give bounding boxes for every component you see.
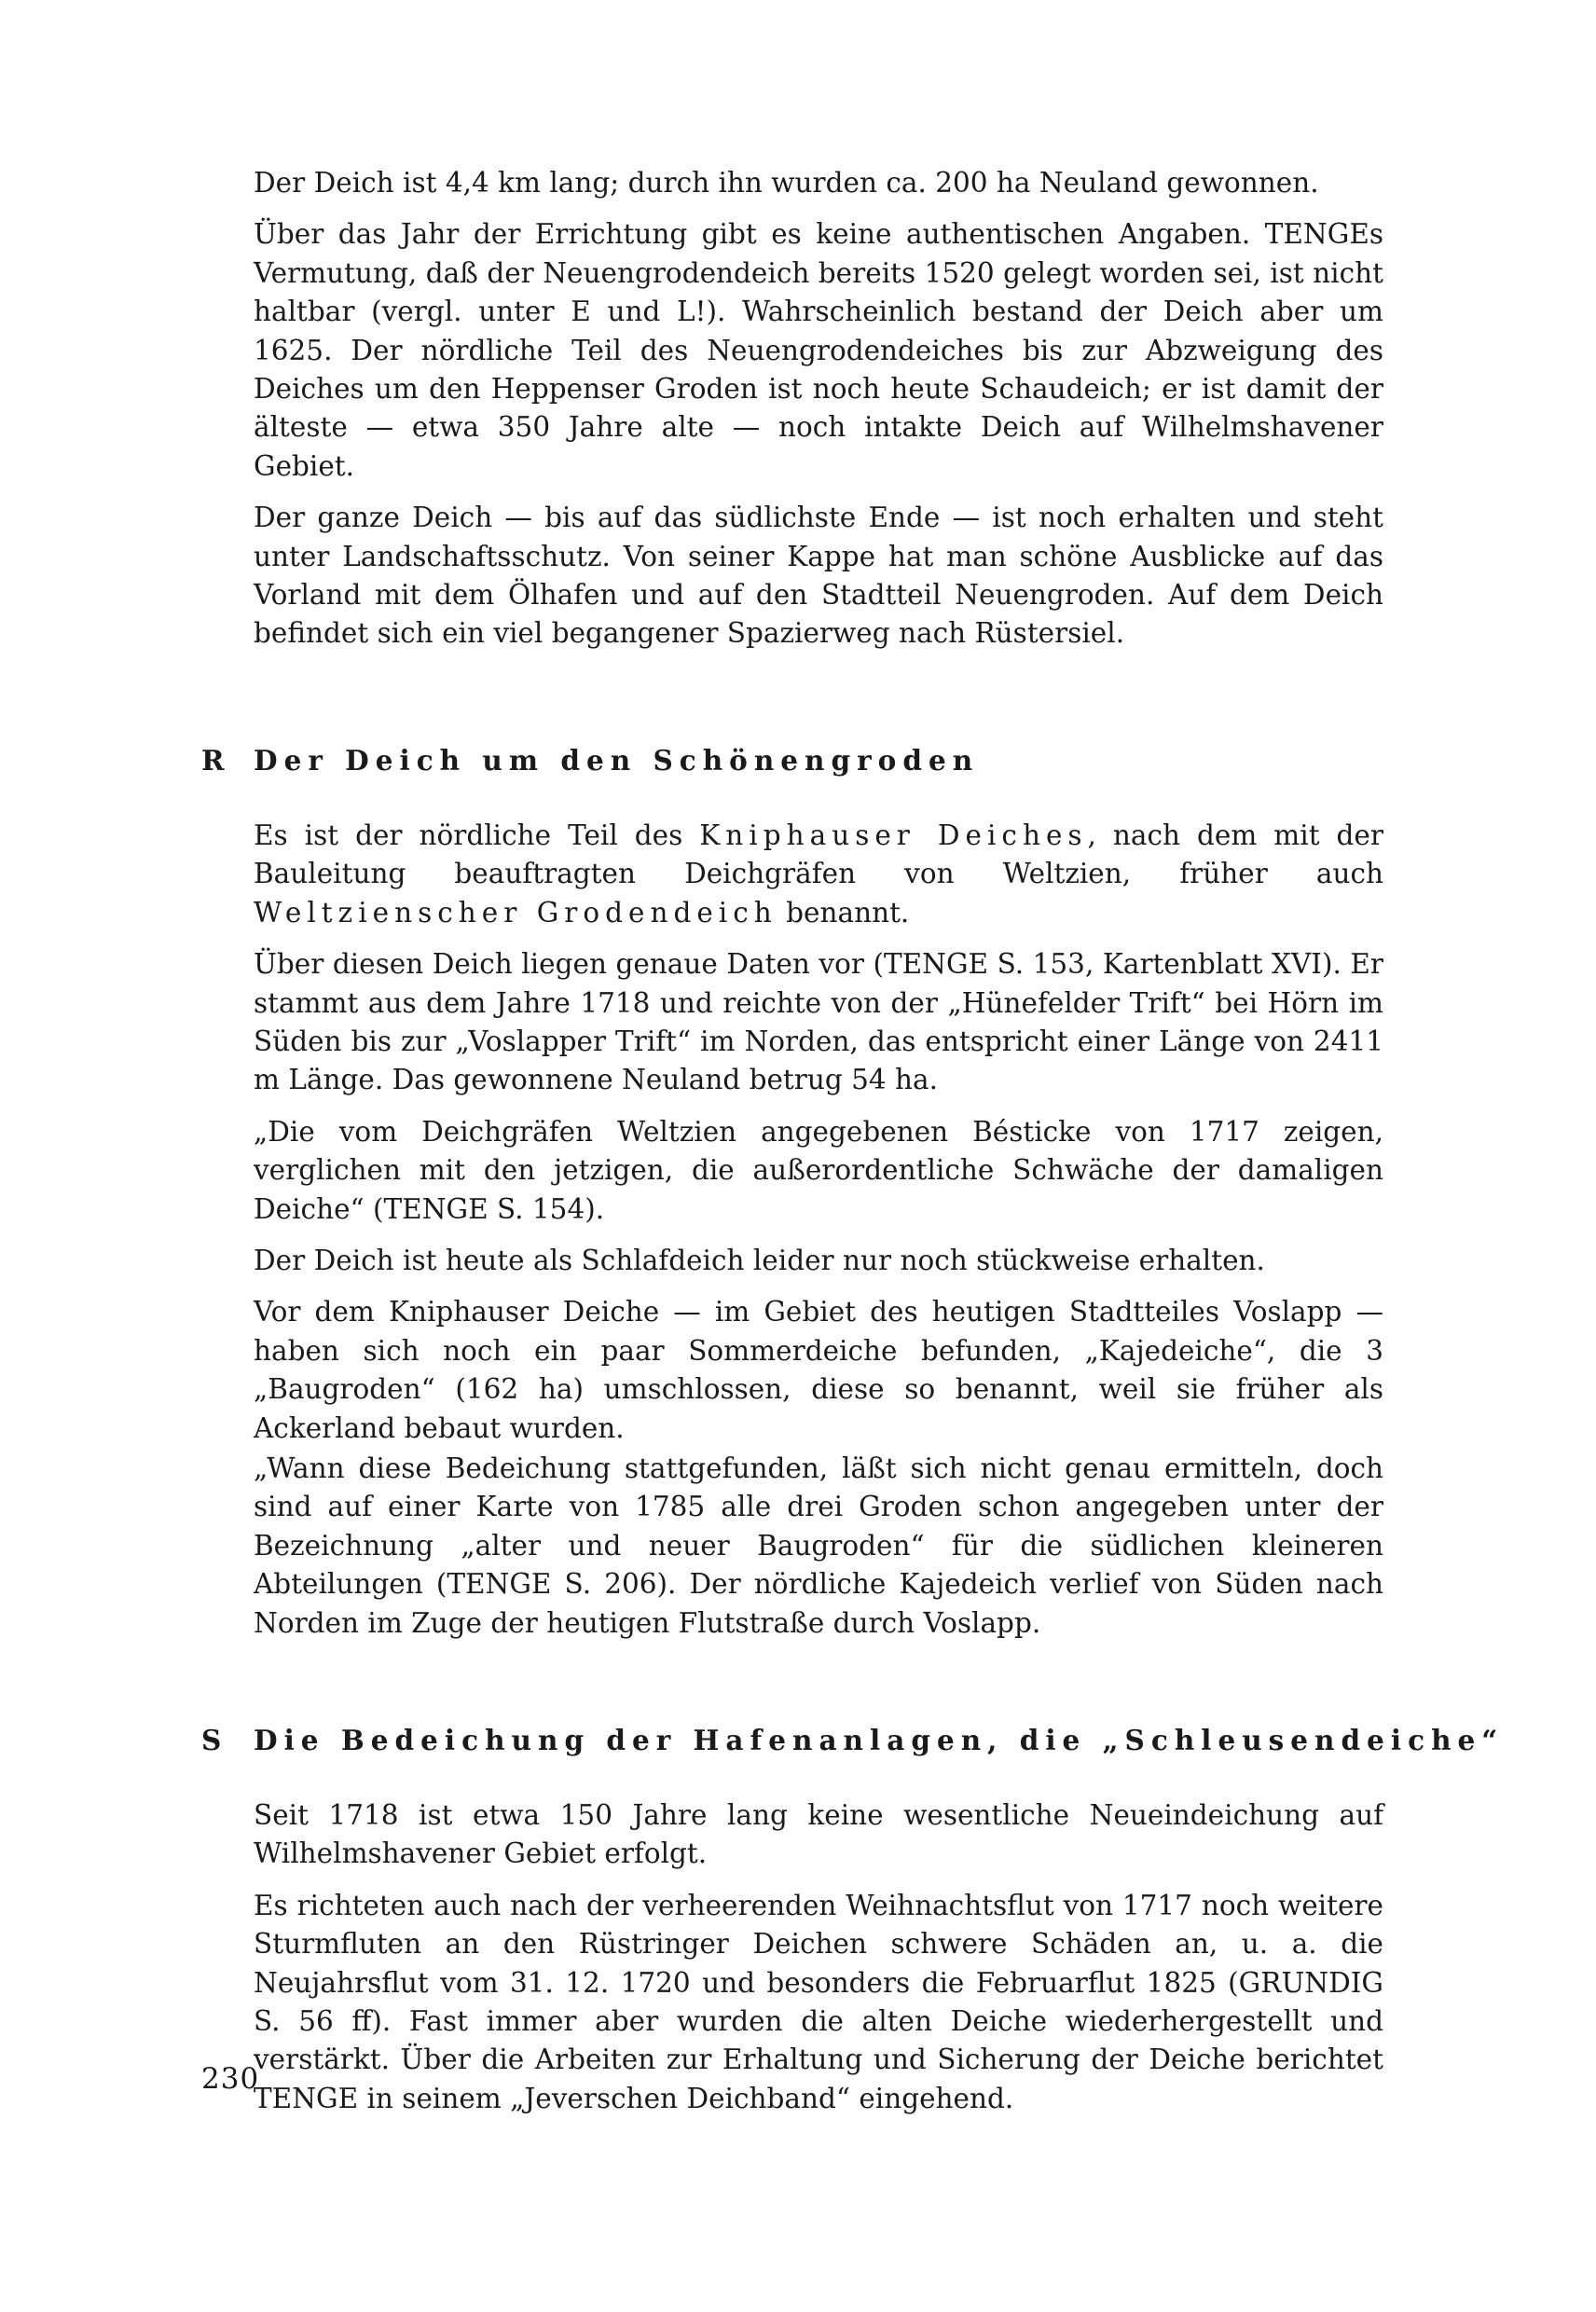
paragraph-schlafdeich: Der Deich ist heute als Schlafdeich leider nur noch stückweise erhalten. — [254, 1244, 1265, 1276]
paragraph-storm-floods: Es richteten auch nach der verheerenden Weihnachtsflut von 1717 noch weitere Sturmfluten an den Rüstringer Deichen schwere Schäden an, u. a. die Neujahrsflut vom 31. 12. 1720 und besonders die Februarflut 1825 (GRUNDIG S. 56 ff). Fast immer aber wurden die alten Deiche wiederhergestellt und verstärkt. Über die Arbeiten zur Erhaltung und Sicherung der Deiche berichtet TENGE in seinem „Jeverschen Deichband“ eingehend. — [254, 1889, 1383, 2114]
paragraph-dike-length: Der Deich ist 4,4 km lang; durch ihn wurden ca. 200 ha Neuland gewonnen. — [254, 167, 1319, 199]
section-heading-r — [201, 741, 1383, 779]
heading-spacer — [254, 779, 1383, 817]
section-title: Die Bedeichung der Hafenanlagen, die „Schleusendeiche“ — [254, 1724, 1505, 1756]
section-spacer — [254, 1656, 1383, 1721]
paragraph-kajedeiche: Vor dem Kniphauser Deiche — im Gebiet des heutigen Stadtteiles Voslapp — haben sich noch ein paar Sommerdeiche befunden, „Kajedeiche“, die 3 „Baugroden“ (162 ha) umschlossen, diese so benannt, weil sie früher als Ackerland bebaut wurden. — [254, 1296, 1383, 1444]
paragraph-since-1718: Seit 1718 ist etwa 150 Jahre lang keine wesentliche Neueindeichung auf Wilhelmshavener Gebiet erfolgt. — [254, 1799, 1383, 1870]
paragraph-kniphauser-deich: Es ist der nördliche Teil des Kniphauser Deiches, nach dem mit der Bauleitung beauftragten Deichgräfen von Weltzien, früher auch Weltzienscher Grodendeich benannt. — [254, 819, 1383, 929]
paragraph-dike-preservation: Der ganze Deich — bis auf das südlichste Ende — ist noch erhalten und steht unter Landschaftsschutz. Von seiner Kappe hat man schöne Ausblicke auf das Vorland mit dem Ölhafen und auf den Stadtteil Neuengroden. Auf dem Deich befindet sich ein viel begangener Spazierweg nach Rüstersiel. — [254, 502, 1383, 650]
paragraph-weltzien-quote: „Die vom Deichgräfen Weltzien angegebenen Bésticke von 1717 zeigen, verglichen mit den jetzigen, die außerordentliche Schwäche der damaligen Deiche“ (TENGE S. 154). — [254, 1115, 1383, 1225]
section-letter: S — [201, 1724, 222, 1756]
section-letter: R — [201, 743, 225, 777]
emphasis-kniphauser-deiches: Kniphauser Deiches — [699, 819, 1088, 851]
page-number: 230 — [201, 2062, 260, 2096]
paragraph-bedeichung-quote: „Wann diese Bedeichung stattgefunden, läßt sich nicht genau ermitteln, doch sind auf einer Karte von 1785 alle drei Groden schon angegeben unter der Bezeichnung „alter und neuer Baugroden“ für die südlichen kleineren Abteilungen (TENGE S. 206). Der nördliche Kajedeich verlief von Süden nach Norden im Zuge der heutigen Flutstraße durch Voslapp. — [254, 1452, 1383, 1639]
section-heading-s — [201, 1721, 1505, 1759]
section-spacer — [254, 667, 1383, 741]
paragraph-dike-construction-year: Über das Jahr der Errichtung gibt es keine authentischen Angaben. TENGEs Vermutung, daß der Neuengrodendeich bereits 1520 gelegt worden sei, ist nicht haltbar (vergl. unter E und L!). Wahrscheinlich bestand der Deich aber um 1625. Der nördliche Teil des Neuengrodendeiches bis zur Abzweigung des Deiches um den Heppenser Groden ist noch heute Schaudeich; er ist damit der älteste — etwa 350 Jahre alte — noch intakte Deich auf Wilhelmshavener Gebiet. — [254, 218, 1383, 482]
heading-spacer — [254, 1759, 1383, 1796]
paragraph-dike-data: Über diesen Deich liegen genaue Daten vor (TENGE S. 153, Kartenblatt XVI). Er stammt aus dem Jahre 1718 und reichte von der „Hünefelder Trift“ bei Hörn im Süden bis zur „Voslapper Trift“ im Norden, das entspricht einer Länge von 2411 m Länge. Das gewonnene Neuland betrug 54 ha. — [254, 948, 1383, 1096]
section-title: Der Deich um den Schönengroden — [254, 743, 980, 777]
emphasis-weltzienscher-grodendeich: Weltzienscher Grodendeich — [254, 896, 777, 929]
